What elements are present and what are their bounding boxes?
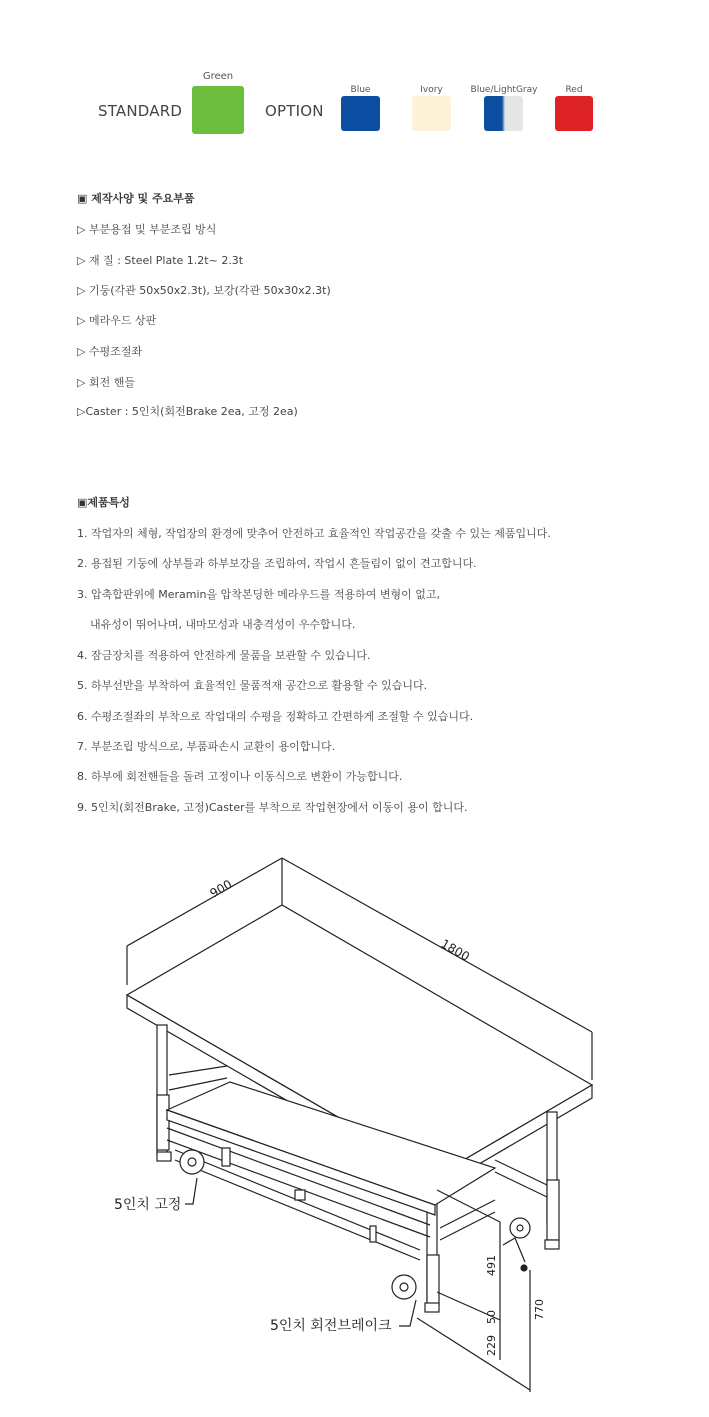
label-fixed-caster: 5인치 고정 — [114, 1197, 182, 1213]
spec-item: ▷ 재 질 : Steel Plate 1.2t~ 2.3t — [77, 254, 244, 267]
spec-item: ▷Caster : 5인치(회전Brake 2ea, 고정 2ea) — [77, 405, 298, 418]
label-brake-caster: 5인치 회전브레이크 — [270, 1318, 392, 1334]
swatch-blue — [341, 96, 380, 131]
feature-item: 3. 압축합판위에 Meramin을 압착본딩한 메라우드를 적용하여 변형이 없고, — [77, 588, 441, 601]
feature-item: 내유성이 뛰어나며, 내마모성과 내충격성이 우수합니다. — [90, 618, 356, 631]
feature-item: 7. 부분조립 방식으로, 부품파손시 교환이 용이합니다. — [77, 740, 336, 753]
spec-item: ▷ 수평조절좌 — [77, 345, 143, 358]
swatch-red-label: Red — [565, 85, 583, 95]
feature-item: 1. 작업자의 체형, 작업장의 환경에 맞추어 안전하고 효율적인 작업공간을 갖출 수 있는 제품입니다. — [77, 527, 551, 540]
dim-491: 491 — [485, 1255, 498, 1276]
feature-item: 4. 잠금장치를 적용하여 안전하게 물품을 보관할 수 있습니다. — [77, 649, 371, 662]
swatch-red — [555, 96, 593, 131]
feature-item: 9. 5인치(회전Brake, 고정)Caster를 부착으로 작업현장에서 이동이 용이 합니다. — [77, 801, 468, 814]
swatch-bluegray — [484, 96, 523, 131]
dim-50: 50 — [485, 1310, 498, 1324]
feature-item: 6. 수평조절좌의 부착으로 작업대의 수평을 정확하고 간편하게 조절할 수 있습니다. — [77, 710, 474, 723]
spec-item: ▷ 회전 핸들 — [77, 376, 135, 389]
swatch-bluegray-label: Blue/LightGray — [470, 85, 538, 95]
spec-item: ▷ 기둥(각관 50x50x2.3t), 보강(각관 50x30x2.3t) — [77, 284, 331, 297]
dim-770: 770 — [533, 1299, 546, 1320]
standard-label: STANDARD — [98, 102, 183, 120]
option-label: OPTION — [265, 102, 324, 120]
swatch-green — [192, 86, 244, 134]
features-title: ▣제품특성 — [77, 496, 130, 509]
feature-item: 2. 용접된 기둥에 상부틀과 하부보강을 조립하여, 작업시 흔들림이 없이 견고합니다. — [77, 557, 477, 570]
specs-title: ▣ 제작사양 및 주요부품 — [77, 192, 195, 205]
dim-length: 1800 — [438, 936, 472, 964]
dim-229: 229 — [485, 1335, 498, 1356]
swatch-ivory — [412, 96, 451, 131]
swatch-ivory-label: Ivory — [420, 85, 443, 95]
workbench-drawing — [0, 840, 709, 1417]
dim-width: 900 — [207, 877, 235, 901]
feature-item: 5. 하부선반을 부착하여 효율적인 물품적재 공간으로 활용할 수 있습니다. — [77, 679, 428, 692]
spec-item: ▷ 메라우드 상판 — [77, 314, 157, 327]
spec-item: ▷ 부분용접 및 부분조립 방식 — [77, 223, 217, 236]
swatch-green-label: Green — [202, 71, 234, 82]
feature-item: 8. 하부에 회전핸들을 돌려 고정이나 이동식으로 변환이 가능합니다. — [77, 770, 403, 783]
swatch-blue-label: Blue — [350, 85, 371, 95]
